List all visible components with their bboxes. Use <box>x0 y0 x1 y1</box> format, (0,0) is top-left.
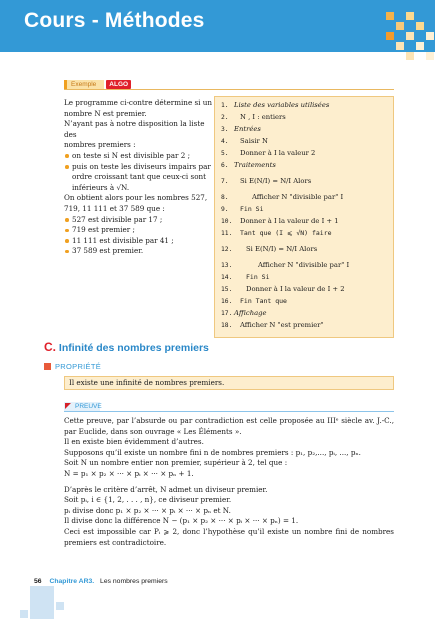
property-box <box>64 376 394 390</box>
proof-paragraph: D’après le critère d’arrêt, N admet un diviseur premier. <box>64 484 268 494</box>
section-title: Infinité des nombres premiers <box>58 342 209 354</box>
section-letter: C. <box>44 340 56 354</box>
text-line: Le programme ci-contre détermine si un <box>64 98 213 107</box>
deco-square <box>426 52 434 60</box>
example-tag <box>64 80 131 89</box>
square-icon <box>44 363 51 370</box>
text-line: nombre N est premier. <box>64 108 147 118</box>
algo-line: 12. Si E(N/I) = N/I Alors <box>221 245 318 253</box>
proof-paragraph: N = p₁ × p₂ × ··· × pᵢ × ··· × pₙ + 1. <box>64 468 194 478</box>
property-label: PROPRIÉTÉ <box>55 362 102 371</box>
example-rule <box>64 89 394 90</box>
proof-paragraph: Soit N un nombre entier non premier, supérieur à 2, tel que : <box>64 458 288 468</box>
list-item: 37 589 est premier. <box>64 246 212 257</box>
chapter-label: Chapitre AR3. <box>49 578 95 585</box>
algo-badge: ALGO <box>106 80 131 89</box>
deco-square <box>20 610 28 618</box>
list-item: puis on teste les diviseurs impairs par ordre croissant tant que ceux-ci sont inférieurs à √N. <box>64 162 212 194</box>
bullet-list <box>64 151 212 193</box>
page-footer <box>34 578 168 585</box>
deco-square <box>386 12 394 20</box>
list-item: 719 est premier ; <box>64 225 212 236</box>
algo-line: 15. Donner à I la valeur de I + 2 <box>221 285 345 293</box>
deco-square <box>406 32 414 40</box>
list-item: 527 est divisible par 17 ; <box>64 215 212 226</box>
example-text <box>64 98 212 257</box>
deco-square <box>416 22 424 30</box>
algo-line: 13. Afficher N "divisible par" I <box>221 261 350 269</box>
algo-line: 1. Liste des variables utilisées <box>221 101 330 109</box>
list-item: 11 111 est divisible par 41 ; <box>64 236 212 247</box>
proof-paragraph: pᵢ divise donc p₁ × p₂ × ··· × pᵢ × ··· × pₙ et N. <box>64 505 231 515</box>
text-line: On obtient alors pour les nombres 527, 719, 11 111 et 37 589 que : <box>64 193 208 213</box>
proof-paragraph: Il en existe bien évidemment d’autres. <box>64 437 204 447</box>
bullet-list <box>64 215 212 257</box>
algo-line: 9. Fin Si <box>221 205 264 213</box>
proof-paragraph: Il divise donc la différence N − (p₁ × p₂ × ··· × pᵢ × ··· × pₙ) = 1. <box>64 516 299 526</box>
proof-text <box>64 416 394 548</box>
property-heading <box>44 362 101 371</box>
proof-paragraph: Cette preuve, par l’absurde ou par contradiction est celle proposée au IIIᵉ siècle av. J.-C., par Euclide, dans son ouvrage « Les Éléments ». <box>64 416 394 436</box>
list-item: on teste si N est divisible par 2 ; <box>64 151 212 162</box>
proof-paragraph: Soit pᵢ, i ∈ {1, 2, . . . , n}, ce diviseur premier. <box>64 495 232 505</box>
algo-line: 14. Fin Si <box>221 273 270 281</box>
proof-tag <box>64 402 100 411</box>
page-number: 56 <box>34 578 42 585</box>
page-title: Cours - Méthodes <box>24 9 205 32</box>
algo-line: 4. Saisir N <box>221 137 268 145</box>
text-line: nombres premiers : <box>64 140 136 150</box>
triangle-icon <box>65 403 71 409</box>
proof-rule <box>64 411 394 412</box>
deco-square <box>56 602 64 610</box>
algorithm-box <box>214 96 394 338</box>
algo-line: 17. Affichage <box>221 309 267 317</box>
deco-square <box>386 32 394 40</box>
text-line: N’ayant pas à notre disposition la liste des <box>64 119 205 139</box>
algo-line: 6. Traitements <box>221 161 276 169</box>
footer-decoration <box>30 586 54 619</box>
deco-square <box>396 22 404 30</box>
algo-line: 16. Fin Tant que <box>221 297 287 305</box>
algo-line: 10. Donner à I la valeur de I + 1 <box>221 217 339 225</box>
page-header <box>0 0 435 52</box>
proof-paragraph: Supposons qu’il existe un nombre fini n de nombres premiers : p₁, p₂,..., pᵢ, ..., pₙ. <box>64 447 361 457</box>
property-text: Il existe une infinité de nombres premiers. <box>69 378 225 387</box>
algo-line: 3. Entrées <box>221 125 261 133</box>
algo-line: 11. Tant que (I ⩽ √N) faire <box>221 229 332 237</box>
algo-line: 7. Si E(N/I) = N/I Alors <box>221 177 312 185</box>
algo-line: 5. Donner à I la valeur 2 <box>221 149 316 157</box>
algo-line: 2. N , I : entiers <box>221 113 286 121</box>
deco-square <box>396 42 404 50</box>
algo-line: 8. Afficher N "divisible par" I <box>221 193 344 201</box>
proof-paragraph: Ceci est impossible car Pᵢ ⩾ 2, donc l’hypothèse qu’il existe un nombre fini de nombres premiers est contradictoire. <box>64 526 394 547</box>
deco-square <box>406 12 414 20</box>
proof-label: PREUVE <box>75 403 102 410</box>
section-heading <box>44 340 209 354</box>
deco-square <box>406 52 414 60</box>
deco-square <box>416 42 424 50</box>
chapter-title: Les nombres premiers <box>100 578 168 585</box>
example-label: Exemple <box>64 80 104 89</box>
algo-line: 18. Afficher N "est premier" <box>221 321 324 329</box>
deco-square <box>426 32 434 40</box>
